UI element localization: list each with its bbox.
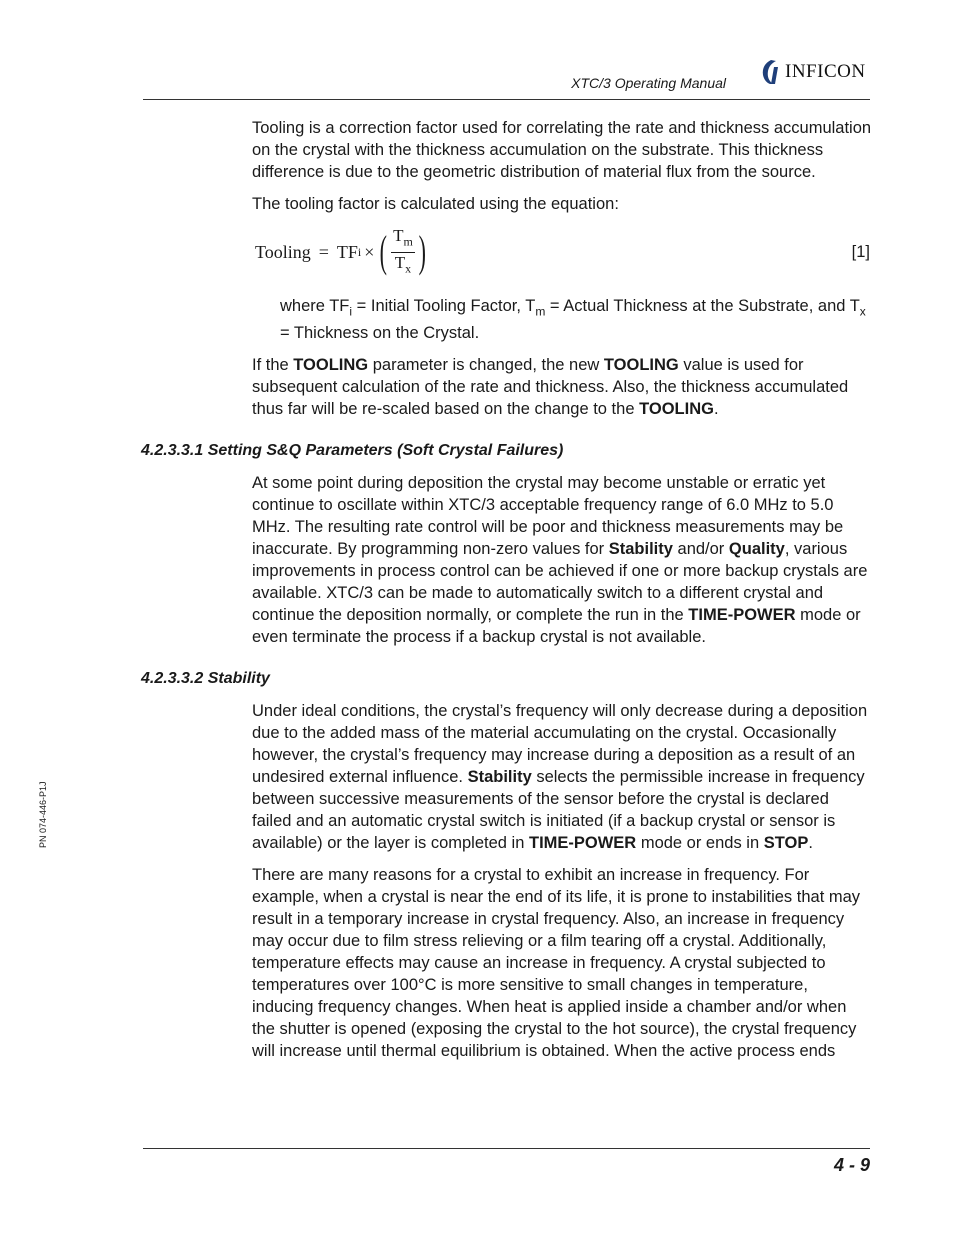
eq-times: × <box>364 242 375 262</box>
eq-lhs: Tooling <box>255 242 311 262</box>
equation-lead: The tooling factor is calculated using the equation: <box>252 195 619 213</box>
eq-denominator: T <box>394 252 406 272</box>
where-clause: where $TF_i$ = Initial Tooling Factor, $T_m$ = Actual Thickness at the Substrate, and $T_x$ = Thickness on the Crystal. <box>280 297 866 343</box>
equation-number: [1] <box>851 243 870 261</box>
stability-paragraph-2: There are many reasons for a crystal to exhibit an increase in frequency. For example, when a crystal is near the end of its life, it is prone to instabilities that may result in a temporary increase in crystal frequency. Also, an increase in frequency may occur due to film stress relieving or a film tearing off a crystal. Additionally, temperature effects may cause an increase in frequency. A crystal subjected to temperatures over 100°C is more sensitive to small changes in temperature, inducing frequency changes. When heat is applied inside a chamber and/or when the shutter is opened (exposing the crystal to the hot source), the crystal frequency will increase until thermal equilibrium is obtained. When the active process ends <box>252 866 861 1061</box>
right-paren: ) <box>418 227 426 276</box>
eq-numerator: T <box>393 226 404 246</box>
section-heading-sq: 4.2.3.3.1 Setting S&Q Parameters (Soft Crystal Failures) <box>141 442 564 460</box>
eq-fraction <box>391 226 415 278</box>
eq-numerator-sub: m <box>403 234 413 249</box>
page-number: 4 - 9 <box>833 1155 870 1175</box>
intro-paragraph: Tooling is a correction factor used for correlating the rate and thickness accumulation on the crystal with the thickness accumulation on the substrate. This thickness difference is due to the geometric distribution of material flux from the source. <box>252 119 872 181</box>
sq-paragraph: At some point during deposition the crystal may become unstable or erratic yet continue to oscillate within XTC/3 acceptable frequency range of 6.0 MHz to 5.0 MHz. The resulting rate control will be poor and thickness measurements may be inaccurate. By programming non-zero values for Stability and/or Quality, various improvements in process control can be achieved if one or more backup crystals are available. XTC/3 can be made to automatically switch to a different crystal and continue the deposition normally, or complete the run in the TIME-POWER mode or even terminate the process if a backup crystal is not available. <box>252 474 868 647</box>
inficon-logo-icon <box>760 59 782 85</box>
part-number: PN 074-446-P1J <box>38 781 48 848</box>
tooling-equation <box>252 225 872 281</box>
stability-paragraph-1: Under ideal conditions, the crystal’s frequency will only decrease during a deposition due to the added mass of the material accumulating on the crystal. Occasionally however, the crystal’s frequency may increase during a deposition as a result of an undesired external influence. Stability selects the permissible increase in frequency between successive measurements of the sensor before the crystal is declared failed and an automatic crystal switch is initiated (if a backup crystal or sensor is available) or the layer is completed in TIME-POWER mode or ends in STOP. <box>252 702 868 853</box>
logo-wordmark: INFICON <box>785 61 866 82</box>
eq-tf-sub: i <box>357 245 362 259</box>
footer-rule <box>143 1148 870 1149</box>
inficon-logo <box>760 58 866 86</box>
eq-tf: TF <box>336 242 358 262</box>
header-rule <box>143 99 870 100</box>
page-content <box>141 117 872 1072</box>
tooling-paragraph: If the TOOLING parameter is changed, the new TOOLING value is used for subsequent calculation of the rate and thickness. Also, the thickness accumulated thus far will be re-scaled based on the change to the TOOLING. <box>252 356 849 419</box>
eq-denominator-sub: x <box>405 260 412 275</box>
left-paren: ( <box>380 227 388 276</box>
manual-title: XTC/3 Operating Manual <box>571 75 726 91</box>
section-heading-stability: 4.2.3.3.2 Stability <box>141 670 270 688</box>
eq-equals: = <box>318 242 329 262</box>
